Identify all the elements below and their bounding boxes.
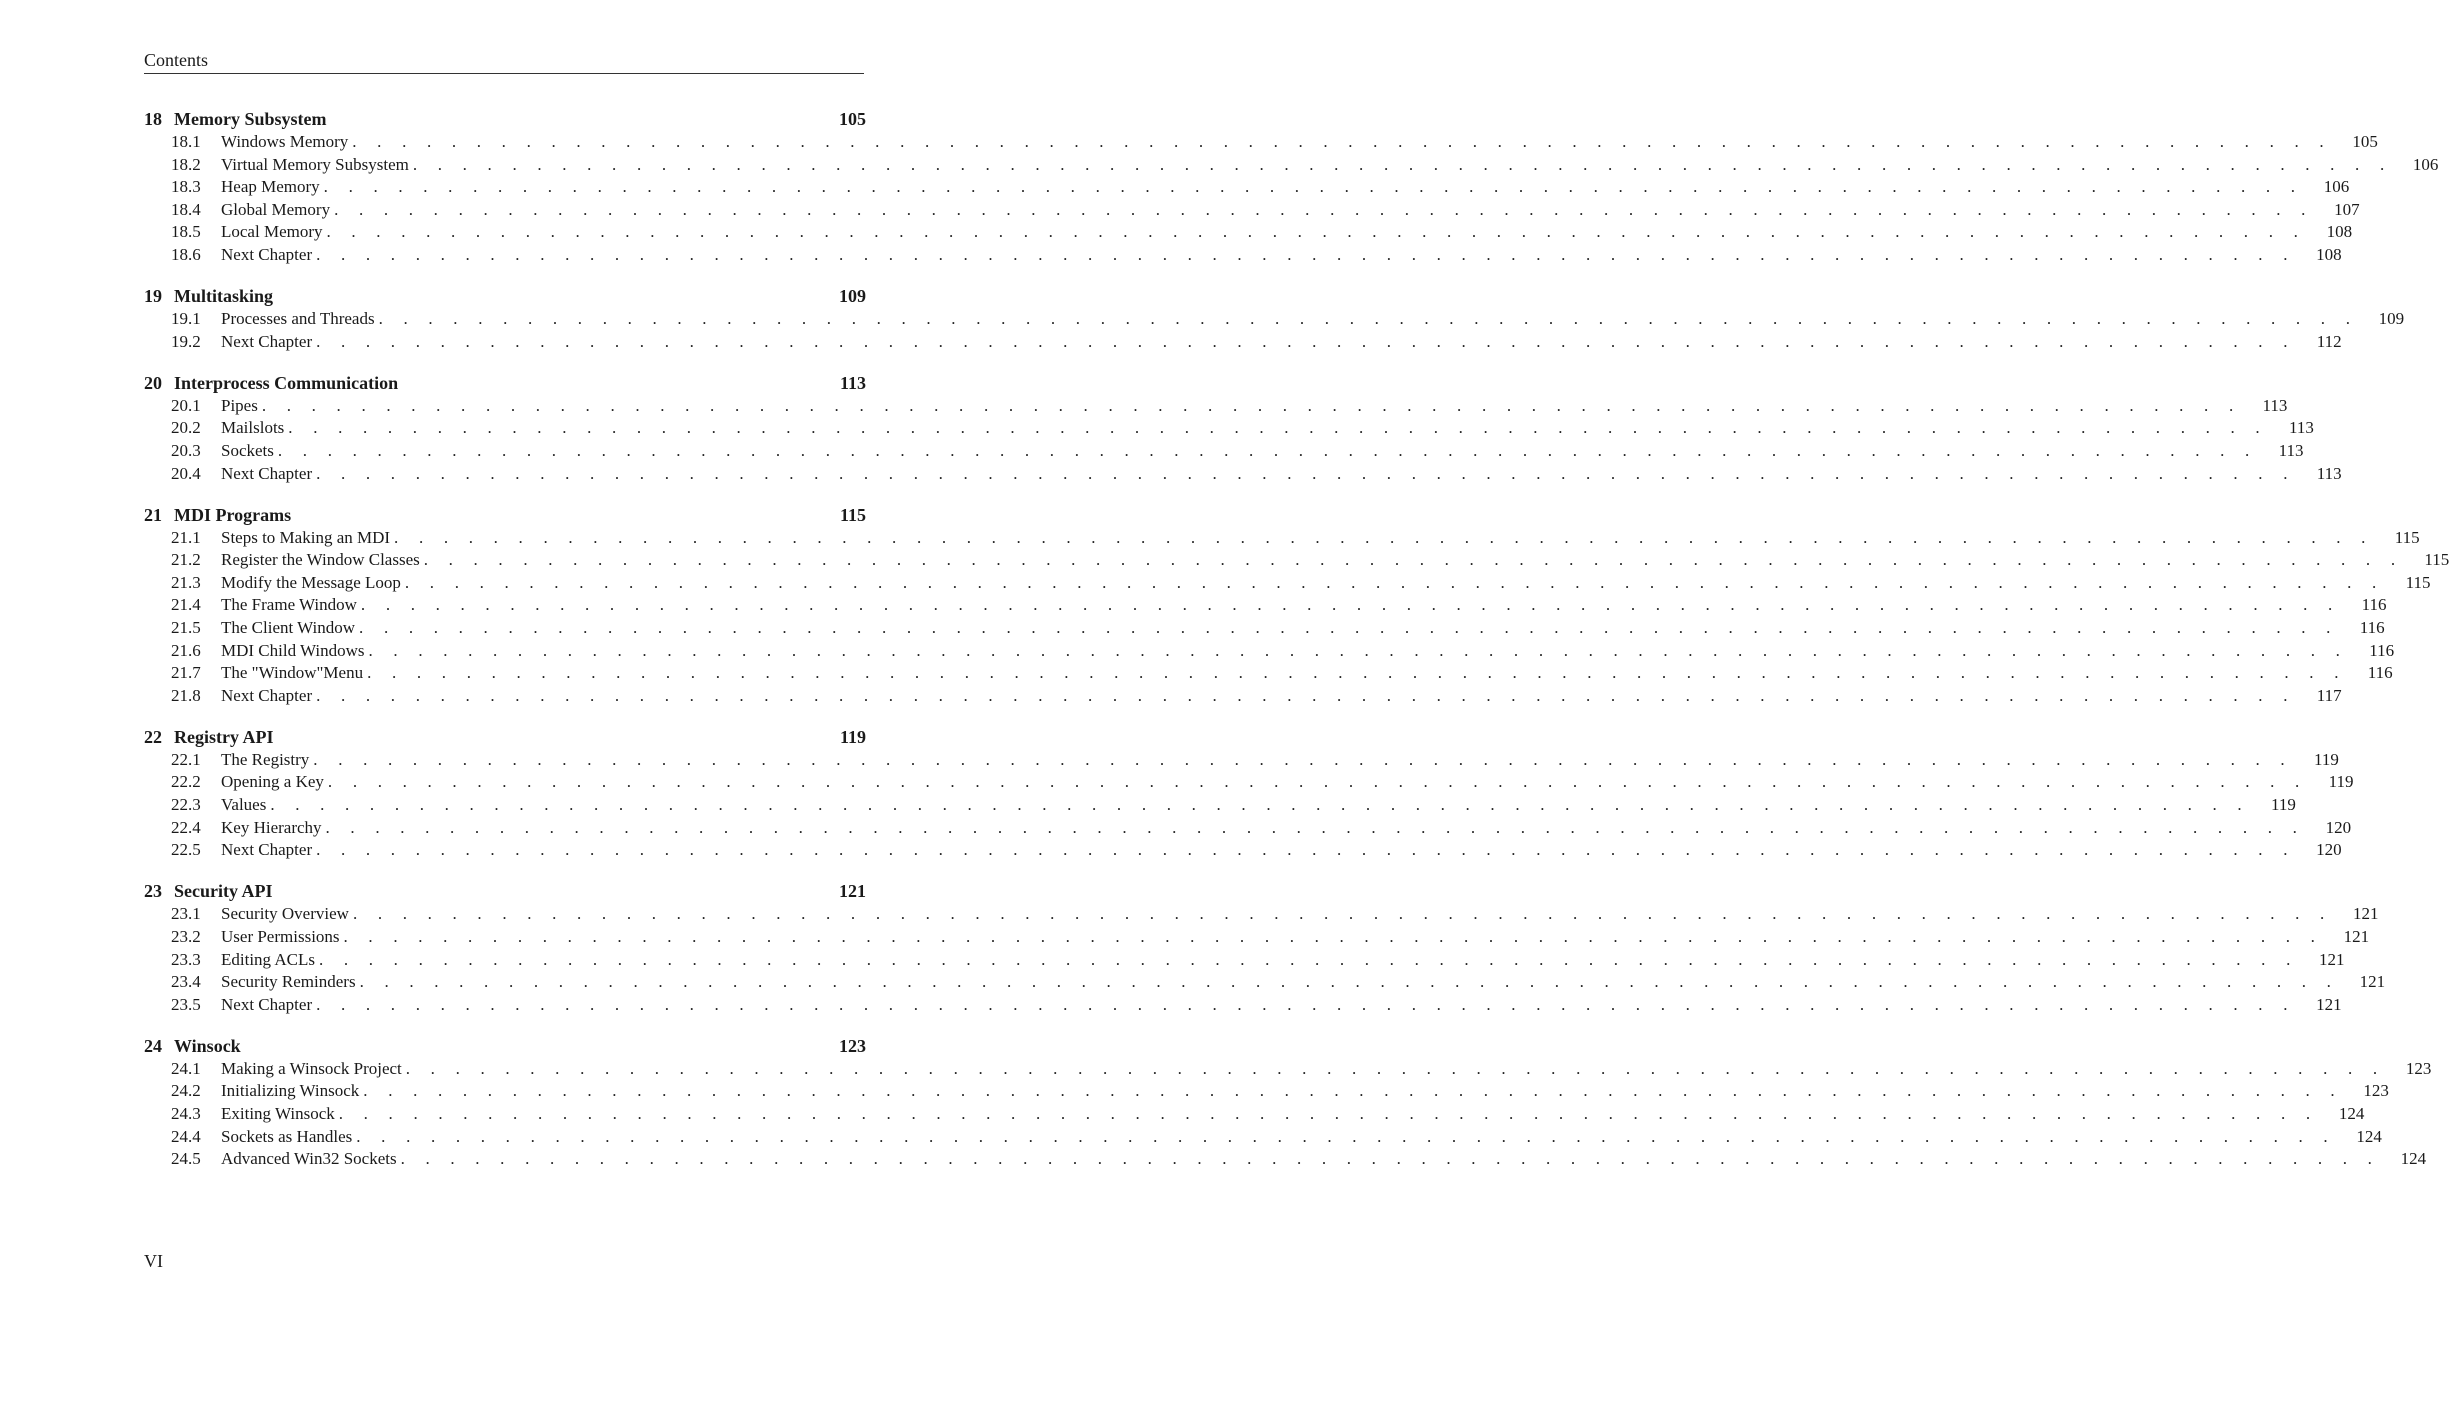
toc-chapter <box>144 108 2439 267</box>
dot-leader: . . . . . . . . . . . . . . . . . . . . . . . . . . . . . . . . . . . . . . . . . . . . . . . . . . . . . . . . . . . . . . . . . . . . . . . . . . . . . . . . <box>316 331 2296 351</box>
section-entry[interactable] <box>144 1080 2389 1103</box>
chapter-entry[interactable] <box>144 1035 866 1058</box>
section-number: 21.1 <box>171 527 201 547</box>
section-title: Next Chapter <box>221 685 313 705</box>
section-number: 18.3 <box>171 177 201 197</box>
toc-chapter <box>144 504 2449 708</box>
dot-leader: . . . . . . . . . . . . . . . . . . . . . . . . . . . . . . . . . . . . . . . . . . . . . . . . . . . . . . . . . . . . . . . . . . . . . . . . . . . . . . . . <box>270 795 2250 815</box>
section-number: 21.6 <box>171 640 201 660</box>
dot-leader: . . . . . . . . . . . . . . . . . . . . . . . . . . . . . . . . . . . . . . . . . . . . . . . . . . . . . . . . . . . . . . . . . . . . . . . . . . . . . . . . <box>412 154 2393 174</box>
section-entry[interactable] <box>144 244 2342 267</box>
section-page-number: 120 <box>2325 817 2352 837</box>
section-entry[interactable] <box>144 971 2386 994</box>
section-title: Key Hierarchy <box>221 817 322 837</box>
section-title: Sockets <box>221 440 274 460</box>
chapter-number: 22 <box>144 726 162 747</box>
chapter-page-number: 119 <box>839 726 866 747</box>
section-title: Windows Memory <box>221 132 349 151</box>
chapter-page-number: 121 <box>839 881 866 902</box>
section-title: Editing ACLs <box>221 949 315 969</box>
section-title: Advanced Win32 Sockets <box>221 1149 397 1169</box>
chapter-page-number: 105 <box>839 109 866 129</box>
chapter-title: Winsock <box>174 1035 241 1056</box>
section-title: Processes and Threads <box>221 309 375 329</box>
section-title: Next Chapter <box>221 331 313 351</box>
section-entry[interactable] <box>144 199 2360 222</box>
section-entry[interactable] <box>144 527 2420 550</box>
dot-leader: . . . . . . . . . . . . . . . . . . . . . . . . . . . . . . . . . . . . . . . . . . . . . . . . . . . . . . . . . . . . . . . . . . . . . . . . . . . . . . . . <box>368 640 2349 660</box>
section-page-number: 115 <box>2424 550 2449 570</box>
section-title: The Frame Window <box>221 595 357 615</box>
section-title: Making a Winsock Project <box>221 1058 402 1078</box>
section-number: 20.1 <box>171 395 201 415</box>
section-page-number: 115 <box>2405 572 2431 592</box>
section-number: 23.2 <box>171 926 201 946</box>
chapter-number: 23 <box>144 881 162 902</box>
section-page-number: 105 <box>2352 132 2378 151</box>
section-number: 22.5 <box>171 840 201 860</box>
section-entry[interactable] <box>144 926 2370 949</box>
section-title: Heap Memory <box>221 177 320 197</box>
section-number: 24.1 <box>171 1058 201 1078</box>
section-number: 24.3 <box>171 1104 201 1123</box>
section-entry[interactable] <box>144 417 2314 440</box>
section-title: Mailslots <box>221 418 285 438</box>
section-entry[interactable] <box>144 949 2345 972</box>
section-entry[interactable] <box>144 331 2342 354</box>
section-title: Virtual Memory Subsystem <box>221 154 409 174</box>
section-title: User Permissions <box>221 926 340 946</box>
section-page-number: 121 <box>2319 949 2345 969</box>
section-number: 24.5 <box>171 1149 201 1169</box>
running-head: Contents <box>144 50 209 70</box>
section-page-number: 121 <box>2353 904 2379 924</box>
section-page-number: 113 <box>2278 440 2304 460</box>
section-page-number: 120 <box>2316 840 2342 860</box>
section-page-number: 121 <box>2359 972 2386 992</box>
dot-leader: . . . . . . . . . . . . . . . . . . . . . . . . . . . . . . . . . . . . . . . . . . . . . . . . . . . . . . . . . . . . . . . . . . . . . . . . . . . . . . . . <box>405 1058 2386 1078</box>
section-page-number: 113 <box>2288 418 2314 438</box>
section-page-number: 109 <box>2378 309 2405 329</box>
section-page-number: 117 <box>2316 685 2342 705</box>
section-number: 23.1 <box>171 904 201 924</box>
dot-leader: . . . . . . . . . . . . . . . . . . . . . . . . . . . . . . . . . . . . . . . . . . . . . . . . . . . . . . . . . . . . . . . . . . . . . . . . . . . . . . . . <box>363 1081 2343 1101</box>
section-entry[interactable] <box>144 994 2342 1017</box>
toc-chapter <box>144 880 2386 1016</box>
section-entry[interactable] <box>144 1103 2365 1126</box>
section-number: 19.1 <box>171 309 201 329</box>
dot-leader: . . . . . . . . . . . . . . . . . . . . . . . . . . . . . . . . . . . . . . . . . . . . . . . . . . . . . . . . . . . . . . . . . . . . . . . . . . . . . . . . <box>288 418 2268 438</box>
dot-leader: . . . . . . . . . . . . . . . . . . . . . . . . . . . . . . . . . . . . . . . . . . . . . . . . . . . . . . . . . . . . . . . . . . . . . . . . . . . . . . . . <box>261 395 2242 415</box>
section-title: Values <box>221 795 267 815</box>
section-entry[interactable] <box>144 549 2449 572</box>
section-page-number: 124 <box>2338 1104 2365 1123</box>
chapter-page-number: 113 <box>839 372 866 393</box>
table-of-contents <box>144 108 2449 1189</box>
chapter-title: Security API <box>174 881 273 902</box>
section-number: 20.2 <box>171 418 201 438</box>
dot-leader: . . . . . . . . . . . . . . . . . . . . . . . . . . . . . . . . . . . . . . . . . . . . . . . . . . . . . . . . . . . . . . . . . . . . . . . . . . . . . . . . <box>378 309 2359 329</box>
section-number: 23.4 <box>171 972 201 992</box>
section-page-number: 124 <box>2356 1126 2382 1146</box>
section-title: Next Chapter <box>221 994 313 1014</box>
dot-leader: . . . . . . . . . . . . . . . . . . . . . . . . . . . . . . . . . . . . . . . . . . . . . . . . . . . . . . . . . . . . . . . . . . . . . . . . . . . . . . . . <box>316 463 2296 483</box>
section-entry[interactable] <box>144 617 2385 640</box>
section-number: 23.5 <box>171 994 201 1014</box>
dot-leader: . . . . . . . . . . . . . . . . . . . . . . . . . . . . . . . . . . . . . . . . . . . . . . . . . . . . . . . . . . . . . . . . . . . . . . . . . . . . . . . . <box>360 595 2341 615</box>
chapter-number: 19 <box>144 286 162 307</box>
section-page-number: 116 <box>2369 640 2395 660</box>
section-entry[interactable] <box>144 440 2304 463</box>
section-title: Sockets as Handles <box>221 1126 353 1146</box>
section-entry[interactable] <box>144 817 2352 840</box>
chapter-page-number: 115 <box>839 504 866 525</box>
section-title: Opening a Key <box>221 772 324 792</box>
section-number: 20.3 <box>171 440 201 460</box>
dot-leader: . . . . . . . . . . . . . . . . . . . . . . . . . . . . . . . . . . . . . . . . . . . . . . . . . . . . . . . . . . . . . . . . . . . . . . . . . . . . . . . . <box>316 244 2296 264</box>
section-title: MDI Child Windows <box>221 640 365 660</box>
section-entry[interactable] <box>144 1126 2382 1149</box>
section-title: Exiting Winsock <box>221 1104 335 1123</box>
dot-leader: . . . . . . . . . . . . . . . . . . . . . . . . . . . . . . . . . . . . . . . . . . . . . . . . . . . . . . . . . . . . . . . . . . . . . . . . . . . . . . . . <box>359 618 2339 637</box>
section-number: 21.4 <box>171 595 201 615</box>
section-title: Modify the Message Loop <box>221 572 401 592</box>
section-title: The "Window"Menu <box>221 663 364 683</box>
section-title: Register the Window Classes <box>221 550 420 570</box>
section-number: 19.2 <box>171 331 201 351</box>
dot-leader: . . . . . . . . . . . . . . . . . . . . . . . . . . . . . . . . . . . . . . . . . . . . . . . . . . . . . . . . . . . . . . . . . . . . . . . . . . . . . . . . <box>323 177 2304 197</box>
section-number: 21.3 <box>171 572 201 592</box>
section-entry[interactable] <box>144 749 2339 772</box>
section-entry[interactable] <box>144 839 2342 862</box>
section-page-number: 107 <box>2334 199 2360 219</box>
chapter-entry[interactable] <box>144 726 866 749</box>
section-page-number: 123 <box>2405 1058 2432 1078</box>
chapter-entry[interactable] <box>144 880 866 903</box>
section-entry[interactable] <box>144 1148 2427 1171</box>
chapter-title: MDI Programs <box>174 504 292 525</box>
section-entry[interactable] <box>144 176 2350 199</box>
section-entry[interactable] <box>144 154 2439 177</box>
section-number: 18.5 <box>171 222 201 242</box>
chapter-page-number: 109 <box>839 286 866 307</box>
section-page-number: 108 <box>2326 222 2353 242</box>
section-page-number: 124 <box>2400 1149 2427 1169</box>
section-title: Next Chapter <box>221 463 313 483</box>
toc-chapter <box>144 726 2354 862</box>
section-number: 21.7 <box>171 663 201 683</box>
section-title: Next Chapter <box>221 244 313 264</box>
dot-leader: . . . . . . . . . . . . . . . . . . . . . . . . . . . . . . . . . . . . . . . . . . . . . . . . . . . . . . . . . . . . . . . . . . . . . . . . . . . . . . . . <box>352 904 2333 924</box>
section-page-number: 115 <box>2394 527 2420 547</box>
section-number: 22.2 <box>171 772 201 792</box>
section-title: The Client Window <box>221 618 356 637</box>
dot-leader: . . . . . . . . . . . . . . . . . . . . . . . . . . . . . . . . . . . . . . . . . . . . . . . . . . . . . . . . . . . . . . . . . . . . . . . . . . . . . . . . <box>359 972 2340 992</box>
section-page-number: 119 <box>2313 749 2339 769</box>
section-number: 24.4 <box>171 1126 201 1146</box>
dot-leader: . . . . . . . . . . . . . . . . . . . . . . . . . . . . . . . . . . . . . . . . . . . . . . . . . . . . . . . . . . . . . . . . . . . . . . . . . . . . . . . . <box>404 572 2385 592</box>
section-page-number: 116 <box>2361 595 2387 615</box>
section-entry[interactable] <box>144 131 2378 154</box>
section-page-number: 106 <box>2412 154 2439 174</box>
dot-leader: . . . . . . . . . . . . . . . . . . . . . . . . . . . . . . . . . . . . . . . . . . . . . . . . . . . . . . . . . . . . . . . . . . . . . . . . . . . . . . . . <box>318 949 2299 969</box>
dot-leader: . . . . . . . . . . . . . . . . . . . . . . . . . . . . . . . . . . . . . . . . . . . . . . . . . . . . . . . . . . . . . . . . . . . . . . . . . . . . . . . . <box>313 749 2293 769</box>
section-title: Next Chapter <box>221 840 313 860</box>
dot-leader: . . . . . . . . . . . . . . . . . . . . . . . . . . . . . . . . . . . . . . . . . . . . . . . . . . . . . . . . . . . . . . . . . . . . . . . . . . . . . . . . <box>423 550 2404 570</box>
section-number: 22.3 <box>171 795 201 815</box>
section-title: Pipes <box>221 395 258 415</box>
chapter-number: 18 <box>144 109 162 129</box>
chapter-entry[interactable] <box>144 108 866 131</box>
section-page-number: 113 <box>2316 463 2342 483</box>
dot-leader: . . . . . . . . . . . . . . . . . . . . . . . . . . . . . . . . . . . . . . . . . . . . . . . . . . . . . . . . . . . . . . . . . . . . . . . . . . . . . . . . <box>326 222 2307 242</box>
section-page-number: 121 <box>2343 926 2370 946</box>
section-entry[interactable] <box>144 685 2342 708</box>
chapter-entry[interactable] <box>144 504 866 527</box>
section-title: Security Reminders <box>221 972 356 992</box>
chapter-number: 20 <box>144 372 162 393</box>
dot-leader: . . . . . . . . . . . . . . . . . . . . . . . . . . . . . . . . . . . . . . . . . . . . . . . . . . . . . . . . . . . . . . . . . . . . . . . . . . . . . . . . <box>316 685 2296 705</box>
dot-leader: . . . . . . . . . . . . . . . . . . . . . . . . . . . . . . . . . . . . . . . . . . . . . . . . . . . . . . . . . . . . . . . . . . . . . . . . . . . . . . . . <box>338 1104 2319 1123</box>
section-entry[interactable] <box>144 308 2405 331</box>
section-number: 23.3 <box>171 949 201 969</box>
dot-leader: . . . . . . . . . . . . . . . . . . . . . . . . . . . . . . . . . . . . . . . . . . . . . . . . . . . . . . . . . . . . . . . . . . . . . . . . . . . . . . . . <box>316 840 2296 860</box>
section-entry[interactable] <box>144 903 2379 926</box>
chapter-entry[interactable] <box>144 285 866 308</box>
page-number: VI <box>144 1251 163 1271</box>
section-page-number: 116 <box>2359 618 2385 637</box>
section-title: Local Memory <box>221 222 323 242</box>
section-title: The Registry <box>221 749 310 769</box>
section-entry[interactable] <box>144 794 2296 817</box>
section-page-number: 106 <box>2323 177 2350 197</box>
section-number: 18.2 <box>171 154 201 174</box>
section-page-number: 119 <box>2271 795 2296 815</box>
section-entry[interactable] <box>144 640 2395 663</box>
dot-leader: . . . . . . . . . . . . . . . . . . . . . . . . . . . . . . . . . . . . . . . . . . . . . . . . . . . . . . . . . . . . . . . . . . . . . . . . . . . . . . . . <box>325 817 2306 837</box>
toc-chapter <box>144 1035 2432 1171</box>
section-number: 21.5 <box>171 618 201 637</box>
chapter-title: Memory Subsystem <box>174 109 327 129</box>
chapter-title: Interprocess Communication <box>174 372 399 393</box>
section-entry[interactable] <box>144 1058 2432 1081</box>
dot-leader: . . . . . . . . . . . . . . . . . . . . . . . . . . . . . . . . . . . . . . . . . . . . . . . . . . . . . . . . . . . . . . . . . . . . . . . . . . . . . . . . <box>316 994 2296 1014</box>
toc-chapter <box>144 372 2342 485</box>
dot-leader: . . . . . . . . . . . . . . . . . . . . . . . . . . . . . . . . . . . . . . . . . . . . . . . . . . . . . . . . . . . . . . . . . . . . . . . . . . . . . . . . <box>356 1126 2336 1146</box>
dot-leader: . . . . . . . . . . . . . . . . . . . . . . . . . . . . . . . . . . . . . . . . . . . . . . . . . . . . . . . . . . . . . . . . . . . . . . . . . . . . . . . . <box>334 199 2314 219</box>
section-number: 21.2 <box>171 550 201 570</box>
section-page-number: 116 <box>2367 663 2393 683</box>
section-page-number: 108 <box>2316 244 2342 264</box>
section-title: Steps to Making an MDI <box>221 527 391 547</box>
dot-leader: . . . . . . . . . . . . . . . . . . . . . . . . . . . . . . . . . . . . . . . . . . . . . . . . . . . . . . . . . . . . . . . . . . . . . . . . . . . . . . . . <box>352 132 2332 151</box>
section-number: 21.8 <box>171 685 201 705</box>
dot-leader: . . . . . . . . . . . . . . . . . . . . . . . . . . . . . . . . . . . . . . . . . . . . . . . . . . . . . . . . . . . . . . . . . . . . . . . . . . . . . . . . <box>400 1149 2381 1169</box>
toc-chapter <box>144 285 2405 353</box>
section-entry[interactable] <box>144 594 2387 617</box>
section-number: 24.2 <box>171 1081 201 1101</box>
dot-leader: . . . . . . . . . . . . . . . . . . . . . . . . . . . . . . . . . . . . . . . . . . . . . . . . . . . . . . . . . . . . . . . . . . . . . . . . . . . . . . . . <box>277 440 2258 460</box>
section-entry[interactable] <box>144 771 2354 794</box>
section-number: 22.4 <box>171 817 201 837</box>
dot-leader: . . . . . . . . . . . . . . . . . . . . . . . . . . . . . . . . . . . . . . . . . . . . . . . . . . . . . . . . . . . . . . . . . . . . . . . . . . . . . . . . <box>343 926 2324 946</box>
section-page-number: 112 <box>2316 331 2342 351</box>
section-number: 18.1 <box>171 132 201 151</box>
section-page-number: 119 <box>2328 772 2354 792</box>
section-number: 22.1 <box>171 749 201 769</box>
chapter-title: Multitasking <box>174 286 274 307</box>
section-number: 20.4 <box>171 463 201 483</box>
section-title: Global Memory <box>221 199 331 219</box>
section-title: Initializing Winsock <box>221 1081 360 1101</box>
section-page-number: 113 <box>2262 395 2288 415</box>
section-entry[interactable] <box>144 221 2353 244</box>
section-entry[interactable] <box>144 662 2393 685</box>
chapter-page-number: 123 <box>839 1035 866 1056</box>
chapter-title: Registry API <box>174 726 274 747</box>
section-number: 18.4 <box>171 199 201 219</box>
page-header <box>144 49 864 74</box>
dot-leader: . . . . . . . . . . . . . . . . . . . . . . . . . . . . . . . . . . . . . . . . . . . . . . . . . . . . . . . . . . . . . . . . . . . . . . . . . . . . . . . . <box>367 663 2347 683</box>
section-page-number: 123 <box>2363 1081 2389 1101</box>
section-entry[interactable] <box>144 395 2288 418</box>
dot-leader: . . . . . . . . . . . . . . . . . . . . . . . . . . . . . . . . . . . . . . . . . . . . . . . . . . . . . . . . . . . . . . . . . . . . . . . . . . . . . . . . <box>394 527 2374 547</box>
section-page-number: 121 <box>2316 994 2342 1014</box>
section-number: 18.6 <box>171 244 201 264</box>
chapter-entry[interactable] <box>144 372 866 395</box>
chapter-number: 21 <box>144 504 162 525</box>
chapter-number: 24 <box>144 1035 162 1056</box>
dot-leader: . . . . . . . . . . . . . . . . . . . . . . . . . . . . . . . . . . . . . . . . . . . . . . . . . . . . . . . . . . . . . . . . . . . . . . . . . . . . . . . . <box>327 772 2308 792</box>
section-entry[interactable] <box>144 463 2342 486</box>
section-title: Security Overview <box>221 904 349 924</box>
section-entry[interactable] <box>144 572 2431 595</box>
